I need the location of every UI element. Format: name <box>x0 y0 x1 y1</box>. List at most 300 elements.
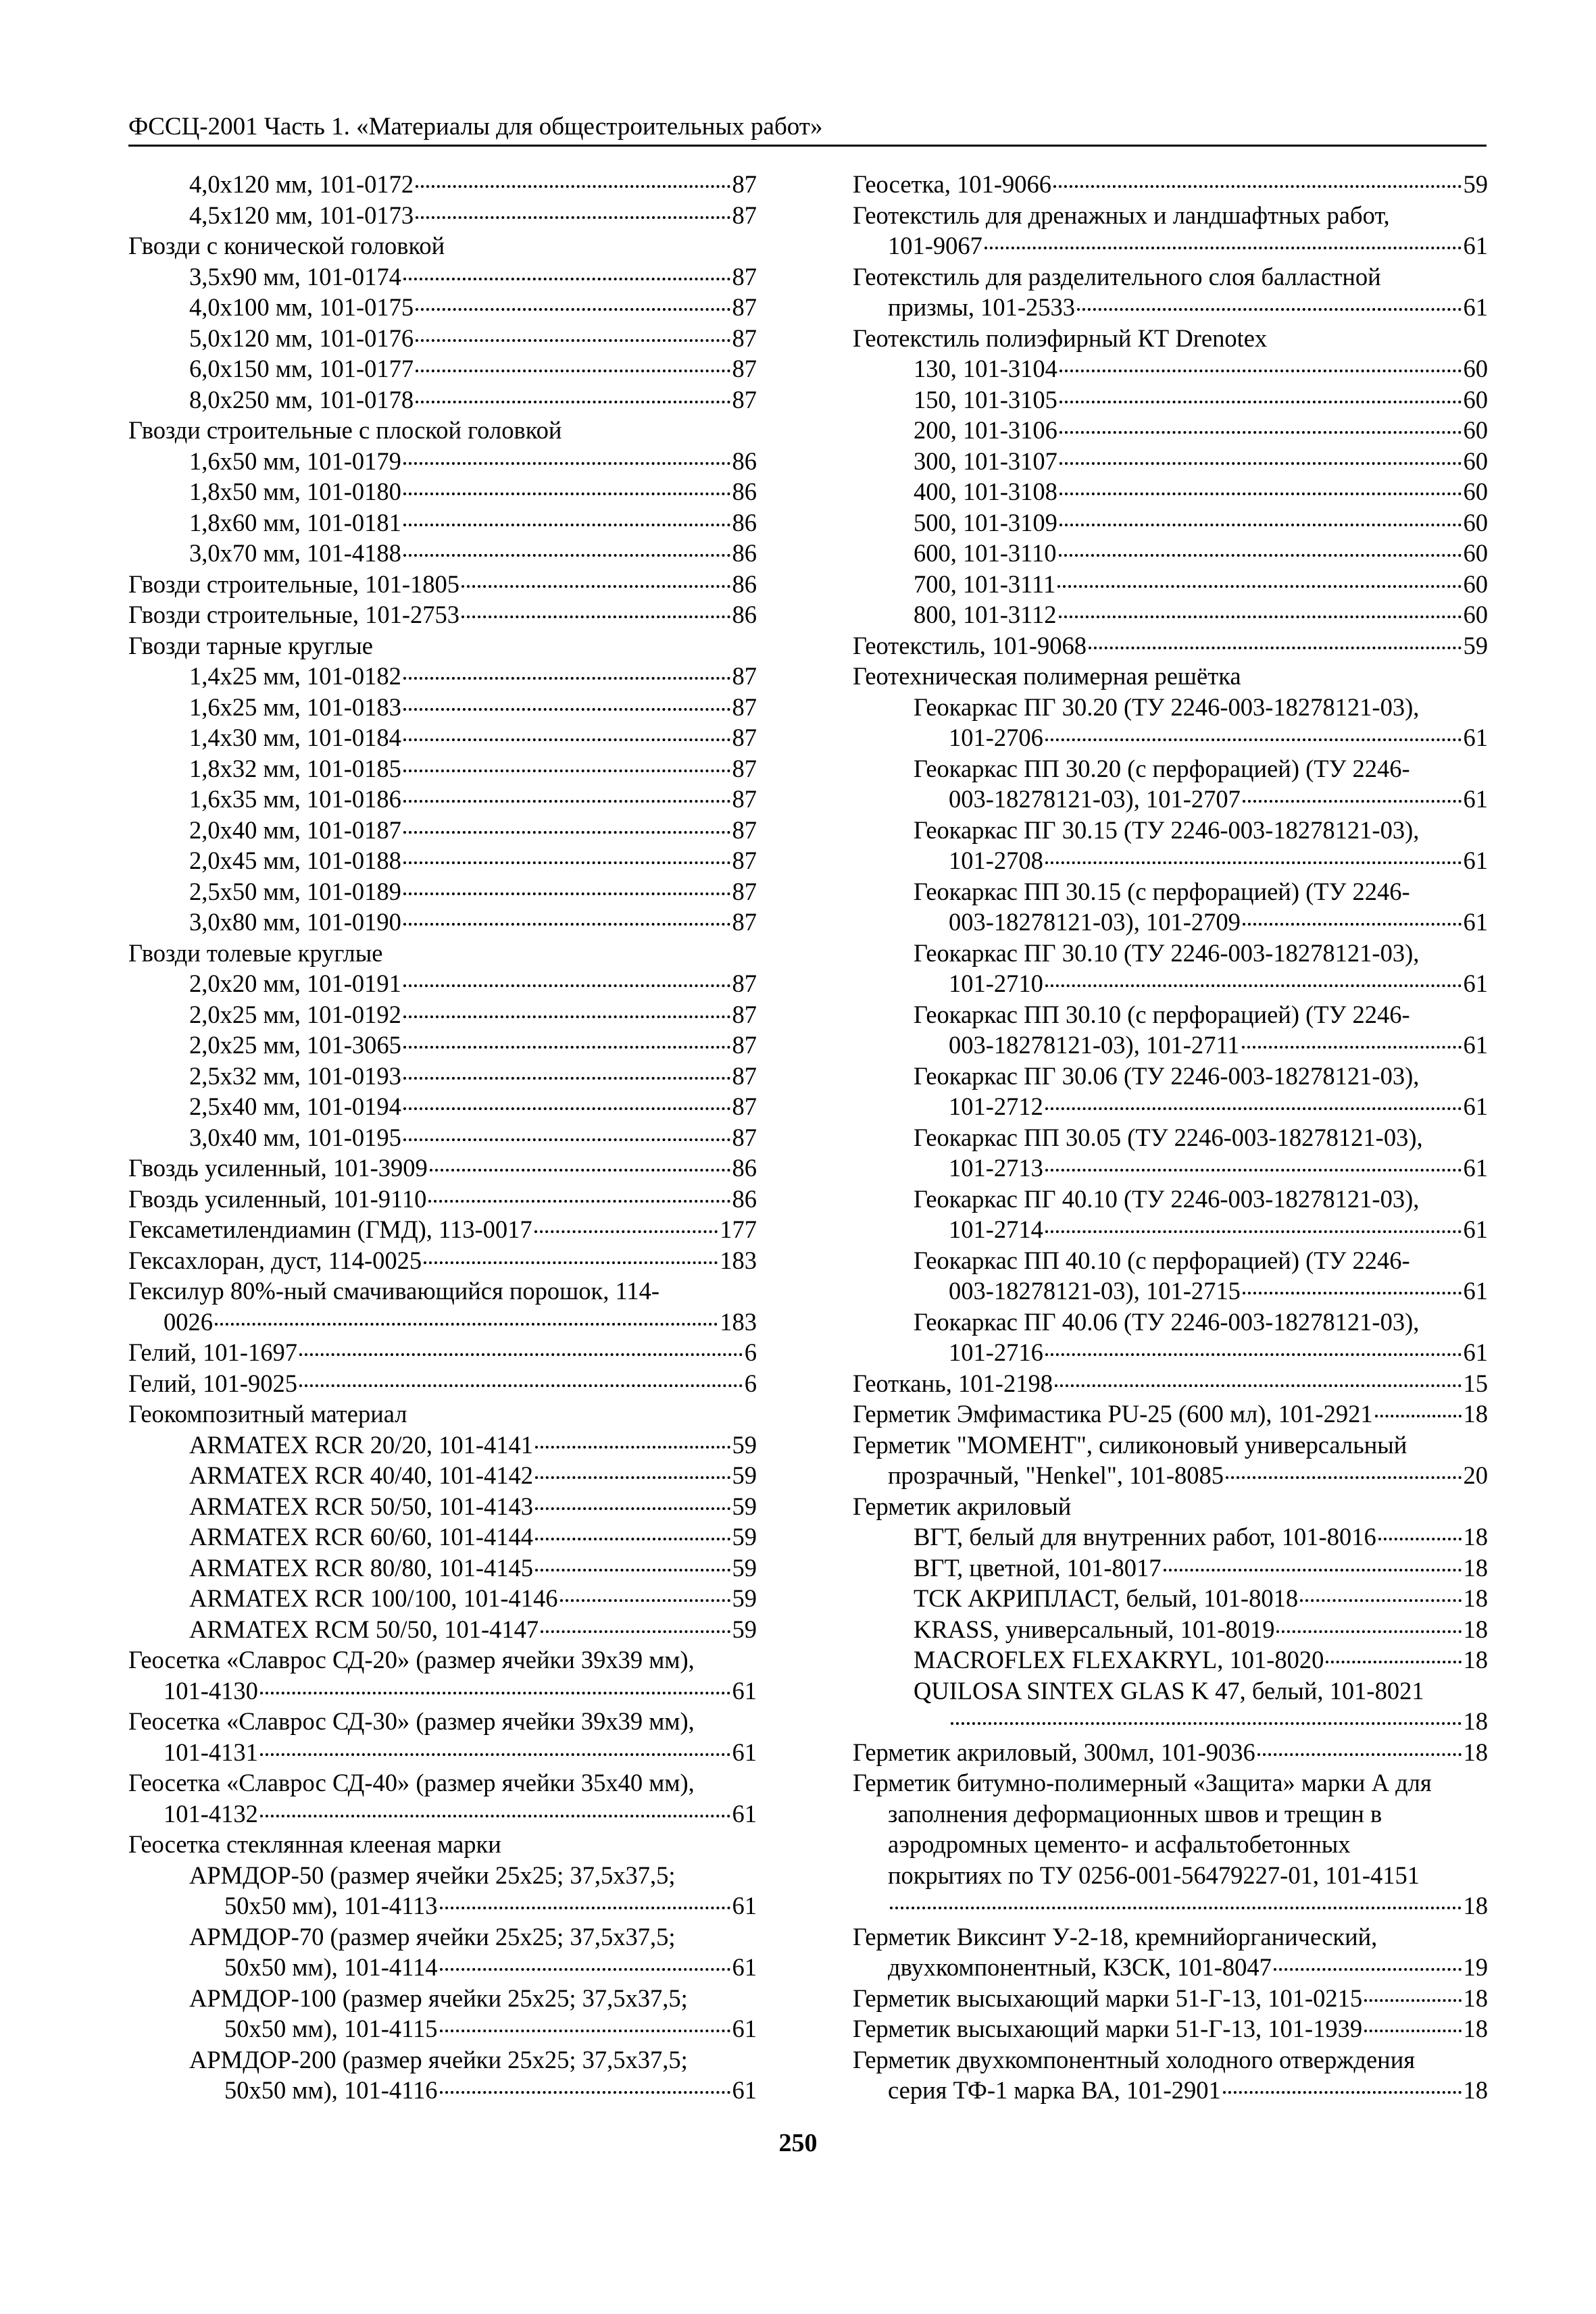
index-entry-line <box>914 1307 1488 1338</box>
index-entry-text: ТСК АКРИПЛАСТ, белый, 101-8018 <box>914 1584 1299 1612</box>
index-entry-text: 1,8х32 мм, 101-0185 <box>189 754 401 782</box>
index-entry-text: 2,0х25 мм, 101-0192 <box>189 1000 401 1028</box>
index-entry-page: 61 <box>1463 1154 1488 1182</box>
index-entry-text: АРМДОР-70 (размер ячейки 25х25; 37,5х37,5; <box>189 1922 676 1951</box>
index-entry-text: 1,4х25 мм, 101-0182 <box>189 662 401 690</box>
index-entry <box>853 1583 1488 1614</box>
index-entry-page: 87 <box>732 815 757 844</box>
index-entry <box>128 230 757 261</box>
index-entry-page: 87 <box>732 293 757 321</box>
index-entry-line <box>853 1737 1488 1768</box>
index-entry-text: АРМДОР-200 (размер ячейки 25х25; 37,5х37,5; <box>189 2045 688 2073</box>
index-entry-text: Геокаркас ПП 30.10 (с перфорацией) (ТУ 2246- <box>914 1000 1410 1028</box>
index-entry-text: Геосетка «Славрос СД-40» (размер ячейки 35х40 мм), <box>128 1769 695 1796</box>
index-entry-page: 61 <box>1463 724 1488 751</box>
index-entry-text: Герметик битумно-полимерный «Защита» марки А для <box>853 1769 1432 1796</box>
index-entry-line <box>189 1553 757 1584</box>
index-entry <box>853 1676 1488 1737</box>
index-entry-text: 101-9067 <box>888 232 982 259</box>
dot-leader <box>534 1230 718 1233</box>
index-entry-page: 86 <box>732 539 757 567</box>
index-entry-line <box>189 1460 757 1491</box>
index-entry-page: 61 <box>1463 847 1488 874</box>
index-entry-text: Геокаркас ПГ 40.10 (ТУ 2246-003-18278121-03), <box>914 1184 1420 1213</box>
index-entry-text: Герметик акриловый <box>853 1492 1072 1520</box>
dot-leader <box>1226 1476 1462 1479</box>
index-entry-text: 101-4132 <box>164 1799 258 1828</box>
index-entry-text: покрытиях по ТУ 0256-001-56479227-01, 101-4151 <box>888 1861 1420 1889</box>
dot-leader <box>1077 308 1462 311</box>
index-entry-text: Геосетка стеклянная клееная марки <box>128 1830 501 1858</box>
index-entry-line <box>189 507 757 538</box>
dot-leader <box>1375 1415 1462 1417</box>
dot-leader <box>416 216 730 219</box>
dot-leader <box>440 2030 730 2032</box>
index-entry-page: 59 <box>732 1492 757 1520</box>
index-entry-text: 101-2710 <box>949 970 1043 997</box>
index-entry-line <box>189 292 757 323</box>
index-entry-page: 61 <box>732 2015 757 2042</box>
index-entry-line <box>128 1399 757 1430</box>
index-entry <box>128 692 757 723</box>
index-entry-line <box>853 1399 1488 1430</box>
index-entry <box>128 1430 757 1461</box>
index-entry <box>128 599 757 630</box>
index-entry-page: 86 <box>732 508 757 536</box>
index-entry-page: 18 <box>1463 1553 1488 1582</box>
index-entry-line <box>189 2013 757 2044</box>
index-entry-line <box>128 1644 757 1676</box>
dot-leader <box>403 708 730 711</box>
index-entry-page: 87 <box>732 724 757 751</box>
index-entry-text: 101-4131 <box>164 1738 258 1766</box>
index-entry-text: Гелий, 101-9025 <box>128 1369 297 1397</box>
index-entry-line <box>853 661 1488 692</box>
dot-leader <box>430 1169 730 1172</box>
dot-leader <box>416 185 730 188</box>
index-entry-text: Герметик Виксинт У-2-18, кремнийорганический, <box>853 1922 1378 1951</box>
index-entry-page: 18 <box>1463 2015 1488 2042</box>
index-entry-text: 4,0х100 мм, 101-0175 <box>189 293 414 321</box>
index-entry <box>853 1644 1488 1676</box>
dot-leader <box>1378 1538 1462 1540</box>
index-entry-page: 87 <box>732 385 757 413</box>
index-entry-text: 101-2708 <box>949 847 1043 874</box>
index-entry-text: 003-18278121-03), 101-2709 <box>949 908 1241 936</box>
index-entry-page: 59 <box>1463 631 1488 659</box>
dot-leader <box>1059 524 1462 526</box>
index-entry-page: 60 <box>1463 570 1488 598</box>
index-entry <box>128 1153 757 1184</box>
dot-leader <box>535 1507 730 1510</box>
index-entry-line <box>853 261 1488 293</box>
index-entry-text: Геокаркас ПП 30.05 (ТУ 2246-003-18278121-03), <box>914 1123 1423 1151</box>
dot-leader <box>462 585 730 588</box>
dot-leader <box>1257 1753 1462 1756</box>
index-entry-text: 4,0х120 мм, 101-0172 <box>189 170 414 198</box>
index-entry <box>853 1399 1488 1430</box>
index-entry-text: 003-18278121-03), 101-2715 <box>949 1277 1241 1305</box>
index-entry-text: 200, 101-3106 <box>914 416 1057 444</box>
index-entry <box>128 1983 757 2044</box>
index-entry <box>853 1767 1488 1921</box>
index-entry-line <box>914 1030 1488 1061</box>
index-entry <box>853 938 1488 999</box>
index-entry-page: 61 <box>732 1892 757 1919</box>
index-entry-text: Геокомпозитный материал <box>128 1400 407 1428</box>
index-entry-line <box>189 169 757 200</box>
index-entry-text: Геотекстиль для дренажных и ландшафтных работ, <box>853 201 1390 229</box>
index-entry-text: Геокаркас ПГ 30.06 (ТУ 2246-003-18278121-03), <box>914 1061 1420 1090</box>
index-entry-line <box>914 599 1488 630</box>
index-entry-text: 101-2712 <box>949 1092 1043 1120</box>
index-entry-line <box>914 999 1488 1030</box>
index-entry-line <box>189 1061 757 1092</box>
dot-leader <box>440 1907 730 1909</box>
index-entry-line <box>853 2044 1488 2076</box>
index-entry-line <box>128 1245 757 1276</box>
dot-leader <box>1242 1046 1462 1049</box>
index-entry <box>128 1921 757 1983</box>
index-entry-page: 61 <box>1463 785 1488 813</box>
index-entry <box>853 815 1488 876</box>
index-entry <box>128 1337 757 1368</box>
dot-leader <box>1243 1292 1462 1294</box>
index-entry <box>128 200 757 231</box>
dot-leader <box>1364 2030 1461 2032</box>
index-entry <box>128 1368 757 1399</box>
dot-leader <box>1164 1569 1462 1571</box>
index-entry-line <box>914 1091 1488 1122</box>
dot-leader <box>535 1569 730 1571</box>
dot-leader <box>1045 861 1462 864</box>
index-entry-page: 87 <box>732 1092 757 1120</box>
index-entry-text: Геотекстиль, 101-9068 <box>853 631 1087 659</box>
index-entry-page: 87 <box>732 170 757 198</box>
index-entry-page: 18 <box>1463 2076 1488 2104</box>
index-entry-text: 2,5х32 мм, 101-0193 <box>189 1061 401 1090</box>
index-entry <box>853 1122 1488 1184</box>
dot-leader <box>416 370 730 372</box>
index-entry-line <box>189 2075 757 2106</box>
index-entry-line <box>128 1184 757 1215</box>
index-entry-text: Гвоздь усиленный, 101-3909 <box>128 1154 428 1182</box>
index-entry <box>128 569 757 600</box>
dot-leader <box>1045 1169 1462 1172</box>
index-entry-line <box>914 722 1488 753</box>
index-entry-text: 400, 101-3108 <box>914 478 1057 505</box>
index-entry-line <box>189 876 757 907</box>
index-entry <box>853 200 1488 261</box>
index-entry <box>853 1553 1488 1584</box>
index-entry-page: 18 <box>1463 1707 1488 1735</box>
dot-leader <box>416 401 730 403</box>
index-entry-text: Геосетка «Славрос СД-30» (размер ячейки 39х39 мм), <box>128 1707 695 1735</box>
index-entry <box>128 968 757 999</box>
index-entry-line <box>128 630 757 661</box>
index-entry-line <box>853 1860 1488 1891</box>
index-entry-line <box>914 1521 1488 1553</box>
dot-leader <box>535 1538 730 1540</box>
index-entry-page: 183 <box>720 1246 757 1274</box>
index-entry-text: 003-18278121-03), 101-2711 <box>949 1031 1240 1059</box>
index-entry-line <box>914 1676 1488 1707</box>
index-entry-line <box>128 1214 757 1245</box>
dot-leader <box>1059 431 1462 434</box>
index-entry-text: 800, 101-3112 <box>914 601 1057 628</box>
index-entry-text: 1,8х60 мм, 101-0181 <box>189 508 401 536</box>
index-entry-page: 87 <box>732 754 757 782</box>
index-entry <box>128 353 757 384</box>
index-entry-line <box>128 1676 757 1707</box>
dot-leader <box>403 770 730 772</box>
dot-leader <box>403 1077 730 1080</box>
index-entry-page: 87 <box>732 1123 757 1151</box>
index-entry <box>853 1491 1488 1522</box>
dot-leader <box>535 1476 730 1479</box>
index-entry <box>853 1614 1488 1645</box>
index-entry-page: 18 <box>1463 1523 1488 1551</box>
index-entry <box>853 661 1488 692</box>
index-entry <box>853 1983 1488 2014</box>
index-entry <box>128 1860 757 1921</box>
index-entry-text: ARMATEX RCM 50/50, 101-4147 <box>189 1615 539 1643</box>
index-entry-line <box>189 722 757 753</box>
index-entry-text: Герметик акриловый, 300мл, 101-9036 <box>853 1738 1255 1766</box>
index-entry <box>128 1553 757 1584</box>
index-entry <box>128 938 757 969</box>
index-entry-text: Гексаметилендиамин (ГМД), 113-0017 <box>128 1215 532 1243</box>
index-entry-line <box>128 1307 757 1338</box>
index-entry <box>128 1706 757 1767</box>
index-entry-text: 600, 101-3110 <box>914 539 1057 567</box>
page-number: 250 <box>778 2129 818 2157</box>
index-entry-line <box>189 753 757 784</box>
dot-leader <box>1059 462 1462 465</box>
index-entry-text: ВГТ, белый для внутренних работ, 101-8016 <box>914 1523 1376 1551</box>
index-entry-line <box>189 1521 757 1553</box>
index-entry <box>853 753 1488 815</box>
index-entry <box>853 1430 1488 1491</box>
index-entry-page: 19 <box>1463 1953 1488 1981</box>
dot-leader <box>1274 1968 1462 1971</box>
index-entry-text: 3,0х40 мм, 101-0195 <box>189 1123 401 1151</box>
index-entry-line <box>128 1706 757 1737</box>
index-entry-text: QUILOSA SINTEX GLAS K 47, белый, 101-8021 <box>914 1676 1424 1705</box>
index-entry-text: 130, 101-3104 <box>914 355 1057 382</box>
index-entry <box>853 169 1488 200</box>
index-entry-page: 59 <box>732 1461 757 1489</box>
index-entry-line <box>914 1214 1488 1245</box>
index-entry-line <box>853 1983 1488 2014</box>
index-entry-page: 61 <box>1463 1338 1488 1366</box>
index-entry-line <box>914 1061 1488 1092</box>
index-entry <box>128 1061 757 1092</box>
index-entry-line <box>128 1276 757 1307</box>
index-entry-text: 4,5х120 мм, 101-0173 <box>189 201 414 229</box>
index-entry-text: двухкомпонентный, КЗСК, 101-8047 <box>888 1953 1272 1981</box>
index-entry <box>853 599 1488 630</box>
index-entry-text: 1,6х50 мм, 101-0179 <box>189 447 401 475</box>
index-entry-line <box>914 1245 1488 1276</box>
index-entry-page: 18 <box>1463 1984 1488 2012</box>
index-entry-line <box>853 2013 1488 2044</box>
index-entry <box>853 1921 1488 1983</box>
index-entry-page: 87 <box>732 847 757 874</box>
index-entry-line <box>853 1368 1488 1399</box>
index-entry-text: 101-2706 <box>949 724 1043 751</box>
index-entry-line <box>189 1890 757 1921</box>
index-entry-text: 1,6х35 мм, 101-0186 <box>189 785 401 813</box>
index-entry <box>128 1829 757 1860</box>
index-entry-text: Герметик двухкомпонентный холодного отверждения <box>853 2045 1416 2073</box>
index-entry-line <box>128 230 757 261</box>
dot-leader <box>299 1384 743 1387</box>
dot-leader <box>440 2091 730 2094</box>
index-entry-line <box>128 569 757 600</box>
index-entry-text: 101-2716 <box>949 1338 1043 1366</box>
index-entry-page: 18 <box>1463 1646 1488 1674</box>
index-entry-text: Геосетка «Славрос СД-20» (размер ячейки 39х39 мм), <box>128 1646 695 1674</box>
index-entry-line <box>128 1829 757 1860</box>
index-entry-page: 87 <box>732 324 757 352</box>
index-entry-line <box>914 384 1488 416</box>
index-entry-line <box>189 1860 757 1891</box>
index-entry-text: ARMATEX RCR 80/80, 101-4145 <box>189 1553 534 1582</box>
index-entry <box>853 630 1488 661</box>
index-entry-page: 18 <box>1463 1400 1488 1428</box>
index-entry-page: 87 <box>732 1031 757 1059</box>
index-entry-page: 60 <box>1463 355 1488 382</box>
index-entry-page: 59 <box>732 1553 757 1582</box>
index-entry-text: MACROFLEX FLEXAKRYL, 101-8020 <box>914 1646 1324 1674</box>
dot-leader <box>1053 185 1461 188</box>
index-entry <box>128 1399 757 1430</box>
index-entry-line <box>853 1829 1488 1860</box>
dot-leader <box>951 1722 1462 1725</box>
dot-leader <box>403 493 730 495</box>
index-entry-text: АРМДОР-50 (размер ячейки 25х25; 37,5х37,5; <box>189 1861 676 1889</box>
index-entry-text: Гвозди строительные, 101-2753 <box>128 601 459 628</box>
index-entry-page: 61 <box>732 1799 757 1828</box>
index-entry-line <box>189 384 757 416</box>
index-entry-line <box>853 1430 1488 1461</box>
index-entry <box>853 692 1488 753</box>
index-entry <box>853 1184 1488 1245</box>
index-entry-text: 50х50 мм), 101-4115 <box>224 2015 438 2042</box>
index-entry-line <box>189 261 757 293</box>
index-entry-text: Геокаркас ПГ 30.20 (ТУ 2246-003-18278121-03), <box>914 693 1420 721</box>
index-entry-line <box>189 1952 757 1983</box>
dot-leader <box>890 1907 1462 1909</box>
index-entry-page: 61 <box>732 1953 757 1981</box>
index-entry-line <box>914 1337 1488 1368</box>
index-entry-page: 61 <box>1463 232 1488 259</box>
index-entry-page: 59 <box>732 1523 757 1551</box>
index-entry-line <box>128 1153 757 1184</box>
index-entry-page: 6 <box>744 1338 757 1366</box>
index-entry <box>128 384 757 416</box>
index-entry-page: 87 <box>732 693 757 721</box>
dot-leader <box>403 1138 730 1141</box>
index-entry-page: 59 <box>1463 170 1488 198</box>
index-entry-text: 3,0х80 мм, 101-0190 <box>189 908 401 936</box>
index-entry-line <box>914 815 1488 846</box>
index-entry <box>853 1737 1488 1768</box>
index-entry-text: ARMATEX RCR 40/40, 101-4142 <box>189 1461 534 1489</box>
index-entry-text: заполнения деформационных швов и трещин в <box>888 1799 1382 1828</box>
dot-leader <box>440 1968 730 1971</box>
index-entry <box>128 2044 757 2106</box>
dot-leader <box>260 1692 730 1694</box>
index-entry-line <box>914 876 1488 907</box>
index-entry-line <box>853 630 1488 661</box>
index-entry-page: 61 <box>732 1676 757 1705</box>
index-entry <box>128 1030 757 1061</box>
index-entry <box>128 292 757 323</box>
index-entry-page: 61 <box>1463 1277 1488 1305</box>
dot-leader <box>403 462 730 465</box>
index-entry-line <box>914 1184 1488 1215</box>
index-entry-line <box>189 1983 757 2014</box>
index-entry <box>128 1214 757 1245</box>
dot-leader <box>1089 647 1462 649</box>
dot-leader <box>1045 1107 1462 1110</box>
index-entry-text: Гвозди строительные, 101-1805 <box>128 570 459 598</box>
index-entry-text: 2,5х50 мм, 101-0189 <box>189 877 401 905</box>
index-entry-line <box>914 938 1488 969</box>
index-entry <box>128 815 757 846</box>
index-entry-text: 50х50 мм), 101-4116 <box>224 2076 438 2104</box>
index-entry-text: 6,0х150 мм, 101-0177 <box>189 355 414 382</box>
index-entry-page: 86 <box>732 447 757 475</box>
index-entry-text: 2,0х45 мм, 101-0188 <box>189 847 401 874</box>
index-entry-line <box>914 1276 1488 1307</box>
index-entry-page: 86 <box>732 1154 757 1182</box>
index-entry-text: Герметик Эмфимастика PU-25 (600 мл), 101-2921 <box>853 1400 1373 1428</box>
dot-leader <box>403 1015 730 1018</box>
index-entry-page: 15 <box>1463 1369 1488 1397</box>
index-entry-line <box>853 1952 1488 1983</box>
index-entry-line <box>914 784 1488 815</box>
index-entry-text: 101-2713 <box>949 1154 1043 1182</box>
index-entry <box>128 446 757 477</box>
index-entry-line <box>189 815 757 846</box>
index-entry <box>853 476 1488 507</box>
index-entry <box>128 507 757 538</box>
index-entry-page: 59 <box>732 1615 757 1643</box>
index-entry-line <box>189 845 757 876</box>
index-entry <box>128 1122 757 1153</box>
index-entry-text: 2,5х40 мм, 101-0194 <box>189 1092 401 1120</box>
index-entry-line <box>853 1460 1488 1491</box>
dot-leader <box>1243 800 1462 803</box>
index-entry-page: 60 <box>1463 508 1488 536</box>
index-entry <box>853 384 1488 416</box>
index-entry <box>853 507 1488 538</box>
index-entry-page: 87 <box>732 877 757 905</box>
index-entry-line <box>914 968 1488 999</box>
index-entry-line <box>189 476 757 507</box>
dot-leader <box>403 892 730 895</box>
index-entry <box>853 2013 1488 2044</box>
index-entry <box>853 876 1488 938</box>
index-entry-page: 60 <box>1463 601 1488 628</box>
index-entry-page: 87 <box>732 355 757 382</box>
index-entry <box>128 630 757 661</box>
index-entry-text: аэродромных цементо- и асфальтобетонных <box>888 1830 1351 1858</box>
index-entry-page: 59 <box>732 1430 757 1459</box>
